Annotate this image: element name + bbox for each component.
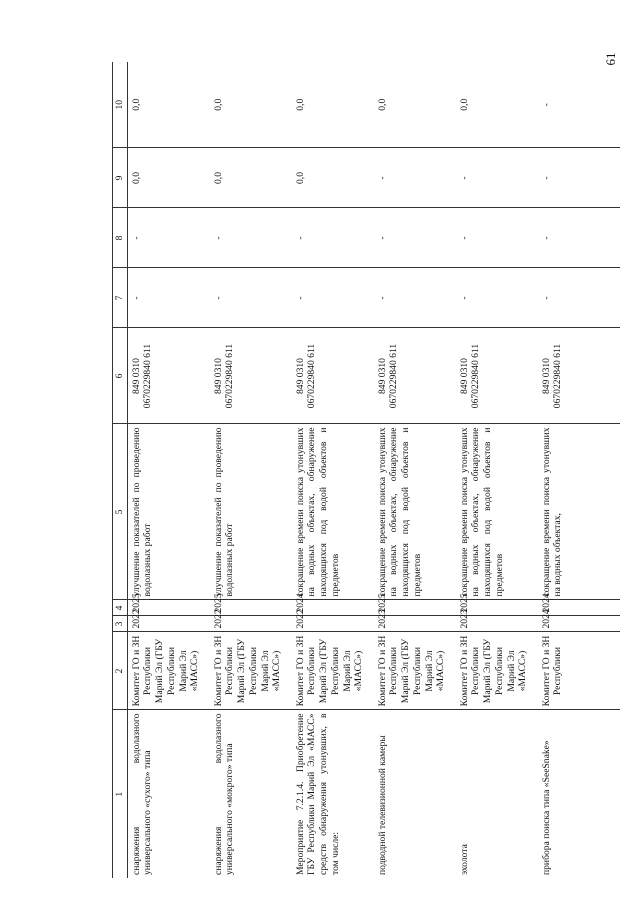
budget-code-line-2: 0670229840 611 — [306, 343, 318, 409]
column-header-2: 2 — [113, 632, 128, 710]
end-year: 2025 — [210, 600, 292, 616]
start-year: 2023 — [374, 616, 456, 632]
end-year: 2025 — [374, 600, 456, 616]
column-header-8: 8 — [113, 208, 128, 268]
budget-code-line-2: 0670229840 611 — [552, 343, 564, 409]
start-year: 2024 — [538, 616, 620, 632]
table-row — [456, 62, 538, 878]
start-year: 2022 — [210, 616, 292, 632]
budget-code — [127, 328, 210, 424]
end-year: 2025 — [127, 600, 210, 616]
end-year: 2024 — [538, 600, 620, 616]
value-col-10: 0,0 — [376, 98, 388, 111]
value-col-10: 0,0 — [130, 98, 142, 111]
measure-name: эхолота — [456, 710, 538, 878]
measure-name: снаряжения водолазного универсального «сухого» типа — [127, 710, 210, 878]
column-number-row — [113, 62, 128, 878]
value-col-9: - — [374, 148, 456, 208]
value-col-9: 0,0 — [292, 148, 374, 208]
column-header-4: 4 — [113, 600, 128, 616]
end-year: 2024 — [292, 600, 374, 616]
budget-code — [456, 328, 538, 424]
value-col-10: 0,0 — [294, 98, 306, 111]
expected-result: сокращение времени поиска утонувших на водных объектах, обнаружение находящихся под водой объектов и предметов — [374, 424, 456, 600]
column-header-6: 6 — [113, 328, 128, 424]
rotated-table-container — [112, 62, 617, 878]
start-year: 2022 — [292, 616, 374, 632]
expected-result: улучшение показателей по проведению водолазных работ — [210, 424, 292, 600]
value-col-9: - — [538, 148, 620, 208]
measure-name: снаряжения водолазного универсального «мокрого» типа — [210, 710, 292, 878]
column-header-3: 3 — [113, 616, 128, 632]
executor: Комитет ГО и ЗН Республики Марий Эл (ГБУ Республики Марий Эл «МАСС») — [210, 632, 292, 710]
budget-code — [210, 328, 292, 424]
value-col-8: - — [210, 208, 292, 268]
start-year: 2022 — [127, 616, 210, 632]
value-col-9: - — [456, 148, 538, 208]
value-col-10: 0,0 — [458, 98, 470, 111]
expected-result: сокращение времени поиска утонувших на водных объектах, обнаружение находящихся под водой объектов и предметов — [292, 424, 374, 600]
value-col-8: - — [127, 208, 210, 268]
executor: Комитет ГО и ЗН Республики Марий Эл (ГБУ Республики Марий Эл «МАСС») — [374, 632, 456, 710]
value-col-7: - — [374, 268, 456, 328]
value-col-10: - — [540, 103, 552, 107]
expected-result: улучшение показателей по проведению водолазных работ — [127, 424, 210, 600]
value-col-9: 0,0 — [210, 148, 292, 208]
column-header-7: 7 — [113, 268, 128, 328]
end-year: 2025 — [456, 600, 538, 616]
value-col-7: - — [456, 268, 538, 328]
value-col-7: - — [127, 268, 210, 328]
budget-code-line-2: 0670229840 611 — [142, 343, 154, 409]
executor: Комитет ГО и ЗН Республики Марий Эл (ГБУ Республики Марий Эл «МАСС») — [127, 632, 210, 710]
table-row — [292, 62, 374, 878]
budget-code-line-1: 849 0310 — [540, 358, 552, 394]
value-col-8: - — [292, 208, 374, 268]
value-col-7: - — [210, 268, 292, 328]
start-year: 2023 — [456, 616, 538, 632]
column-header-10: 10 — [113, 62, 128, 148]
executor: Комитет ГО и ЗН Республики Марий Эл (ГБУ Республики Марий Эл «МАСС») — [456, 632, 538, 710]
value-col-7: - — [292, 268, 374, 328]
table-row — [127, 62, 210, 878]
table-row — [538, 62, 620, 878]
column-header-5: 5 — [113, 424, 128, 600]
budget-code — [292, 328, 374, 424]
budget-code-line-1: 849 0310 — [212, 358, 224, 394]
budget-code-line-2: 0670229840 611 — [470, 343, 482, 409]
column-header-1: 1 — [113, 710, 128, 878]
page-number: 61 — [603, 52, 618, 66]
executor: Комитет ГО и ЗН Республики Марий Эл (ГБУ Республики Марий Эл «МАСС») — [292, 632, 374, 710]
measure-name: подводной телевизионной камеры — [374, 710, 456, 878]
budget-code-line-2: 0670229840 611 — [224, 343, 236, 409]
measure-name: прибора поиска типа «SeeSnake» — [538, 710, 620, 878]
value-col-8: - — [374, 208, 456, 268]
column-header-9: 9 — [113, 148, 128, 208]
executor: Комитет ГО и ЗН Республики — [538, 632, 620, 710]
budget-code-line-2: 0670229840 611 — [388, 343, 400, 409]
measure-name: Мероприятие 7.2.1.4. Приобретение ГБУ Республики Марий Эл «МАСС» средств обнаружения утонувших, в том числе: — [292, 710, 374, 878]
expected-result: сокращение времени поиска утонувших на водных объектах, обнаружение находящихся под водой объектов и предметов — [456, 424, 538, 600]
value-col-8: - — [456, 208, 538, 268]
value-col-7: - — [538, 268, 620, 328]
budget-code-line-1: 849 0310 — [294, 358, 306, 394]
table-row — [210, 62, 292, 878]
budget-code-line-1: 849 0310 — [130, 358, 142, 394]
budget-code — [538, 328, 620, 424]
value-col-10: 0,0 — [212, 98, 224, 111]
table-row — [374, 62, 456, 878]
value-col-9: 0,0 — [127, 148, 210, 208]
budget-code-line-1: 849 0310 — [458, 358, 470, 394]
expected-result: сокращение времени поиска утонувших на водных объектах, — [538, 424, 620, 600]
budget-code — [374, 328, 456, 424]
measures-table — [112, 62, 620, 878]
budget-code-line-1: 849 0310 — [376, 358, 388, 394]
value-col-8: - — [538, 208, 620, 268]
